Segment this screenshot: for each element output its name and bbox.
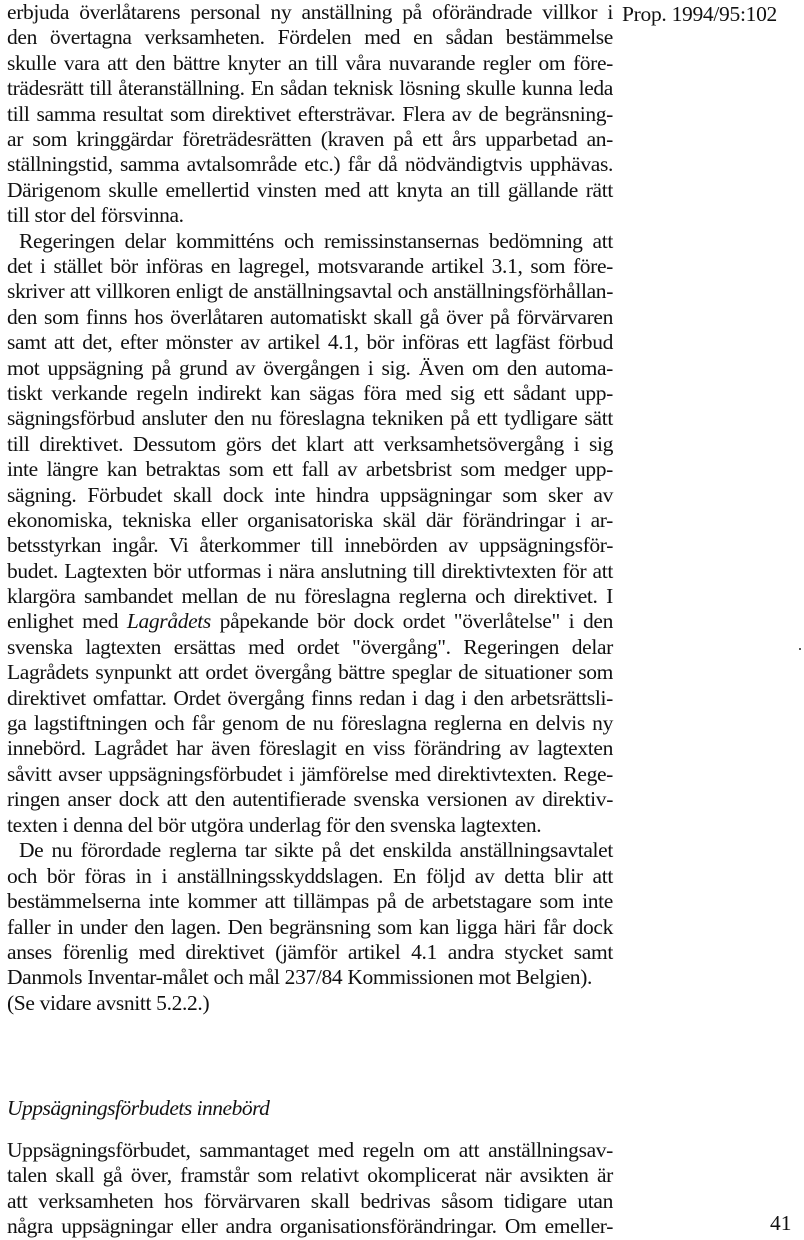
text-line: faller in under den lagen. Den begränsning som kan ligga häri får dock <box>7 914 613 939</box>
text-line: innebörd. Lagrådet har även föreslagit en viss förändring av lagtexten <box>7 736 613 761</box>
paragraph-2 <box>7 229 613 838</box>
page-number: 41 <box>770 1211 792 1235</box>
text-line: Uppsägningsförbudet, sammantaget med regeln om att anställningsav- <box>7 1138 613 1162</box>
text-line: direktivet omfattar. Ordet övergång finns redan i dag i den arbetsrättsli- <box>7 685 613 710</box>
text-line: till stor del försvinna. <box>7 203 184 228</box>
text-line <box>7 127 613 152</box>
text-line: Lagrådets synpunkt att ordet övergång bättre speglar de situationer som <box>7 660 613 685</box>
text-line: talen skall gå över, framstår som relativt okomplicerat när avsikten är <box>7 1163 613 1188</box>
text-line: ga lagstiftningen och får genom de nu föreslagna reglerna en delvis ny <box>7 711 613 736</box>
text-line: sägning. Förbudet skall dock inte hindra uppsägningar som sker av <box>7 482 613 507</box>
text-line: trädesrätt till återanställning. En sådan teknisk lösning skulle kunna leda <box>7 76 613 101</box>
text-line: sägningsförbud ansluter den nu föreslagna tekniken på ett tydligare sätt <box>7 406 613 431</box>
text-line: erbjuda överlåtarens personal ny anställning på oförändrade villkor i <box>7 0 613 24</box>
text-line: Danmols Inventar-målet och mål 237/84 Kommissionen mot Belgien). <box>7 965 593 990</box>
paragraph-3 <box>7 838 613 1016</box>
scan-speck <box>799 648 801 650</box>
section-heading: Uppsägningsförbudets innebörd <box>7 1096 270 1120</box>
text-line: De nu förordade reglerna tar sikte på det enskilda anställningsavtalet <box>19 838 613 863</box>
text-line: det i stället bör införas en lagregel, motsvarande artikel 3.1, som före- <box>7 253 613 278</box>
text-line: texten i denna del bör utgöra underlag för den svenska lagtexten. <box>7 812 542 837</box>
text-line: tiskt verkande regeln indirekt kan sägas föra med sig ett sådant upp- <box>7 380 613 405</box>
text-line: bestämmelserna inte kommer att tillämpas på de arbetstagare som inte <box>7 889 613 914</box>
text-line: några uppsägningar eller andra organisationsförändringar. Om emeller- <box>7 1214 613 1239</box>
text-line <box>7 609 613 634</box>
text-line: svenska lagtexten ersättas med ordet "övergång". Regeringen delar <box>7 634 613 659</box>
text-segment: ar som kringgärdar företrädesrätten (kraven på ett års upparbetad an- <box>7 126 613 151</box>
text-line: Regeringen delar kommitténs och remissinstansernas bedömning att <box>19 228 613 253</box>
text-line: mot uppsägning på grund av övergången i sig. Även om den automa- <box>7 355 613 380</box>
text-line: skriver att villkoren enligt de anställningsavtal och anställningsförhållan- <box>7 279 613 304</box>
document-reference: Prop. 1994/95:102 <box>622 2 777 26</box>
text-line: klargöra sambandet mellan de nu föreslagna reglerna och direktivet. I <box>7 584 613 609</box>
text-segment: enlighet med <box>7 609 127 634</box>
text-line: betsstyrkan ingår. Vi återkommer till innebörden av uppsägningsför- <box>7 533 613 558</box>
text-line: till samma resultat som direktivet eftersträvar. Flera av de begränsning- <box>7 101 613 126</box>
text-line: ställningstid, samma avtalsområde etc.) får då nödvändigtvis upphävas. <box>7 152 613 177</box>
text-line: anses förenlig med direktivet (jämför artikel 4.1 andra stycket samt <box>7 939 613 964</box>
paragraph-1 <box>7 0 613 229</box>
section-paragraph <box>7 1138 613 1240</box>
text-segment: påpekande bör dock ordet "överlåtelse" i den <box>210 609 613 634</box>
text-line: (Se vidare avsnitt 5.2.2.) <box>7 990 210 1015</box>
text-line: den som finns hos överlåtaren automatiskt skall gå över på förvärvaren <box>7 304 613 329</box>
text-line: Därigenom skulle emellertid vinsten med att knyta an till gällande rätt <box>7 177 613 202</box>
text-line: den övertagna verksamheten. Fördelen med en sådan bestämmelse <box>7 25 613 50</box>
text-line: ekonomiska, tekniska eller organisatoriska skäl där förändringar i ar- <box>7 507 613 532</box>
text-line: till direktivet. Dessutom görs det klart att verksamhetsövergång i sig <box>7 431 613 456</box>
text-line: samt att det, efter mönster av artikel 4.1, bör införas ett lagfäst förbud <box>7 330 613 355</box>
text-line: ringen anser dock att den autentifierade svenska versionen av direktiv- <box>7 787 613 812</box>
text-line: och bör föras in i anställningsskyddslagen. En följd av detta blir att <box>7 863 613 888</box>
italic-term: Lagrådets <box>126 609 211 634</box>
text-line: såvitt avser uppsägningsförbudet i jämförelse med direktivtexten. Rege- <box>7 761 613 786</box>
text-line: skulle vara att den bättre knyter an till våra nuvarande regler om före- <box>7 50 613 75</box>
text-line: inte längre kan betraktas som ett fall av arbetsbrist som medger upp- <box>7 457 613 482</box>
text-line: att verksamheten hos förvärvaren skall bedrivas såsom tidigare utan <box>7 1188 613 1213</box>
text-line: budet. Lagtexten bör utformas i nära anslutning till direktivtexten för att <box>7 558 613 583</box>
